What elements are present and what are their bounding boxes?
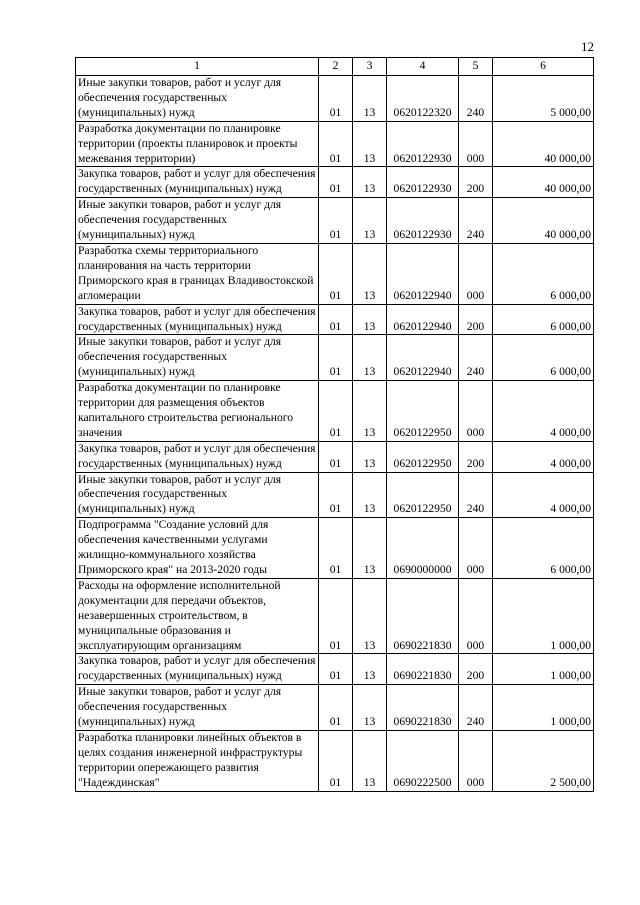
row-value-cell: 200 (459, 304, 493, 335)
row-value-cell: 13 (353, 685, 387, 731)
row-value-cell: 0620122320 (387, 76, 459, 122)
row-value-cell: 01 (319, 243, 353, 304)
row-value-cell: 01 (319, 730, 353, 791)
table-row (76, 167, 594, 198)
row-name-cell: Закупка товаров, работ и услуг для обеспечения государственных (муниципальных) нужд (76, 441, 319, 472)
column-header: 2 (319, 58, 353, 76)
row-value-cell: 000 (459, 243, 493, 304)
column-header: 3 (353, 58, 387, 76)
row-name-cell: Закупка товаров, работ и услуг для обеспечения государственных (муниципальных) нужд (76, 304, 319, 335)
row-value-cell: 000 (459, 121, 493, 167)
row-name-cell: Разработка схемы территориального планирования на часть территории Приморского края в границах Владивостокской агломерации (76, 243, 319, 304)
page-number: 12 (581, 39, 594, 54)
row-value-cell: 240 (459, 472, 493, 518)
row-value-cell: 01 (319, 654, 353, 685)
column-header: 5 (459, 58, 493, 76)
row-name-cell: Разработка документации по планировке территории (проекты планировок и проекты межевания территории) (76, 121, 319, 167)
row-value-cell: 6 000,00 (493, 335, 594, 381)
row-value-cell: 0620122940 (387, 304, 459, 335)
row-value-cell: 01 (319, 578, 353, 654)
table-row (76, 518, 594, 579)
row-value-cell: 0690221830 (387, 685, 459, 731)
row-value-cell: 200 (459, 441, 493, 472)
row-value-cell: 6 000,00 (493, 304, 594, 335)
row-value-cell: 0690221830 (387, 654, 459, 685)
row-value-cell: 000 (459, 381, 493, 442)
row-value-cell: 40 000,00 (493, 198, 594, 244)
row-value-cell: 1 000,00 (493, 578, 594, 654)
table-row (76, 304, 594, 335)
row-value-cell: 0620122950 (387, 441, 459, 472)
row-value-cell: 13 (353, 198, 387, 244)
row-value-cell: 13 (353, 121, 387, 167)
budget-table (75, 57, 594, 792)
table-row (76, 730, 594, 791)
row-value-cell: 40 000,00 (493, 167, 594, 198)
table-row (76, 121, 594, 167)
row-value-cell: 0620122930 (387, 121, 459, 167)
row-value-cell: 000 (459, 578, 493, 654)
table-row (76, 578, 594, 654)
row-value-cell: 01 (319, 335, 353, 381)
row-value-cell: 13 (353, 304, 387, 335)
row-value-cell: 13 (353, 654, 387, 685)
row-name-cell: Иные закупки товаров, работ и услуг для обеспечения государственных (муниципальных) нужд (76, 335, 319, 381)
row-value-cell: 000 (459, 518, 493, 579)
table-row (76, 685, 594, 731)
row-value-cell: 01 (319, 76, 353, 122)
row-value-cell: 4 000,00 (493, 381, 594, 442)
row-value-cell: 1 000,00 (493, 685, 594, 731)
row-value-cell: 01 (319, 121, 353, 167)
row-value-cell: 4 000,00 (493, 441, 594, 472)
row-value-cell: 6 000,00 (493, 243, 594, 304)
row-name-cell: Закупка товаров, работ и услуг для обеспечения государственных (муниципальных) нужд (76, 654, 319, 685)
table-row (76, 335, 594, 381)
row-value-cell: 0690221830 (387, 578, 459, 654)
row-value-cell: 13 (353, 578, 387, 654)
row-value-cell: 13 (353, 167, 387, 198)
row-value-cell: 01 (319, 304, 353, 335)
row-name-cell: Разработка документации по планировке территории для размещения объектов капитального строительства регионального значения (76, 381, 319, 442)
row-value-cell: 40 000,00 (493, 121, 594, 167)
row-value-cell: 0620122940 (387, 335, 459, 381)
row-value-cell: 1 000,00 (493, 654, 594, 685)
header-row (76, 58, 594, 76)
row-value-cell: 01 (319, 518, 353, 579)
row-value-cell: 0620122950 (387, 472, 459, 518)
row-value-cell: 13 (353, 472, 387, 518)
row-value-cell: 01 (319, 167, 353, 198)
row-name-cell: Иные закупки товаров, работ и услуг для обеспечения государственных (муниципальных) нужд (76, 472, 319, 518)
row-value-cell: 240 (459, 198, 493, 244)
row-value-cell: 5 000,00 (493, 76, 594, 122)
row-value-cell: 0690222500 (387, 730, 459, 791)
row-name-cell: Подпрограмма "Создание условий для обеспечения качественными услугами жилищно-коммунального хозяйства Приморского края" на 2013-2020 годы (76, 518, 319, 579)
row-value-cell: 01 (319, 441, 353, 472)
row-value-cell: 01 (319, 381, 353, 442)
row-name-cell: Расходы на оформление исполнительной документации для передачи объектов, незавершенных строительством, в муниципальные образования и эксплуатирующим организациям (76, 578, 319, 654)
row-value-cell: 000 (459, 730, 493, 791)
column-header: 6 (493, 58, 594, 76)
row-value-cell: 240 (459, 76, 493, 122)
row-value-cell: 6 000,00 (493, 518, 594, 579)
row-value-cell: 13 (353, 243, 387, 304)
row-name-cell: Иные закупки товаров, работ и услуг для обеспечения государственных (муниципальных) нужд (76, 685, 319, 731)
row-value-cell: 200 (459, 167, 493, 198)
column-header: 4 (387, 58, 459, 76)
row-value-cell: 0620122940 (387, 243, 459, 304)
row-value-cell: 13 (353, 381, 387, 442)
row-value-cell: 13 (353, 518, 387, 579)
row-value-cell: 2 500,00 (493, 730, 594, 791)
row-value-cell: 13 (353, 441, 387, 472)
row-value-cell: 13 (353, 335, 387, 381)
table-row (76, 472, 594, 518)
row-value-cell: 01 (319, 198, 353, 244)
table-row (76, 243, 594, 304)
table-row (76, 654, 594, 685)
row-name-cell: Иные закупки товаров, работ и услуг для обеспечения государственных (муниципальных) нужд (76, 76, 319, 122)
table-row (76, 76, 594, 122)
row-name-cell: Разработка планировки линейных объектов в целях создания инженерной инфраструктуры территории опережающего развития "Надеждинская" (76, 730, 319, 791)
column-header: 1 (76, 58, 319, 76)
row-value-cell: 0620122930 (387, 167, 459, 198)
row-value-cell: 0690000000 (387, 518, 459, 579)
table-row (76, 198, 594, 244)
row-name-cell: Иные закупки товаров, работ и услуг для обеспечения государственных (муниципальных) нужд (76, 198, 319, 244)
row-value-cell: 240 (459, 335, 493, 381)
table-row (76, 441, 594, 472)
row-value-cell: 4 000,00 (493, 472, 594, 518)
row-value-cell: 01 (319, 472, 353, 518)
table-row (76, 381, 594, 442)
row-value-cell: 01 (319, 685, 353, 731)
row-value-cell: 0620122930 (387, 198, 459, 244)
row-value-cell: 13 (353, 76, 387, 122)
row-value-cell: 200 (459, 654, 493, 685)
row-value-cell: 13 (353, 730, 387, 791)
row-name-cell: Закупка товаров, работ и услуг для обеспечения государственных (муниципальных) нужд (76, 167, 319, 198)
row-value-cell: 0620122950 (387, 381, 459, 442)
row-value-cell: 240 (459, 685, 493, 731)
